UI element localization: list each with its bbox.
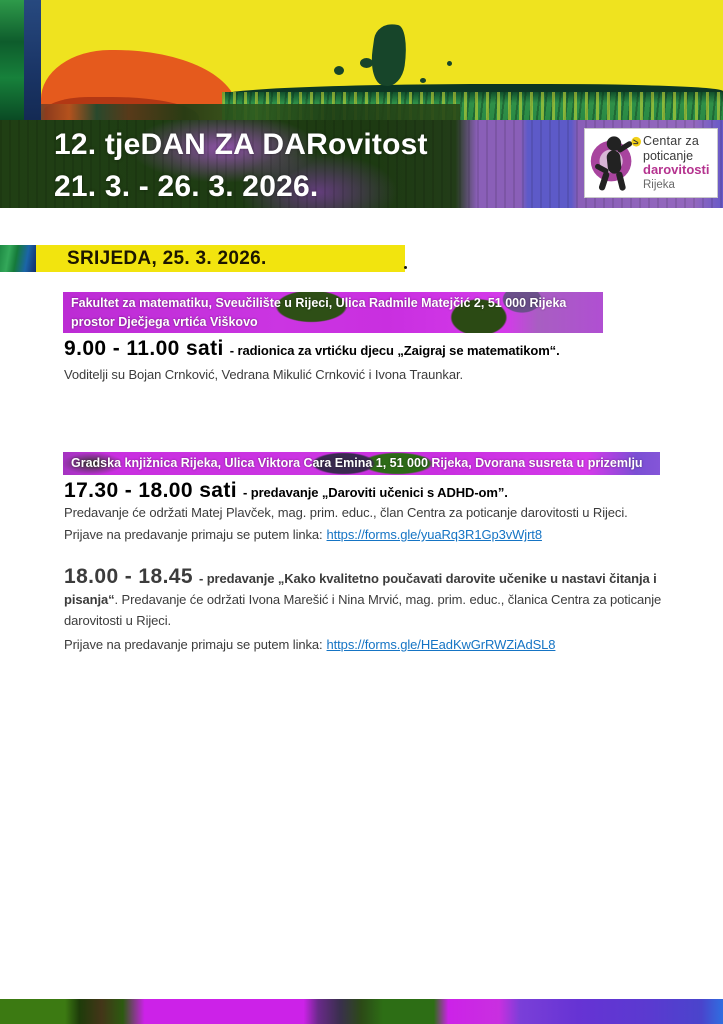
event3-time: 18.00 - 18.45 [64, 565, 193, 588]
event2-activity: - predavanje „Daroviti učenici s ADHD-om”. [243, 485, 508, 500]
event2-time-row [64, 479, 684, 503]
artwork-dark-blob-small [360, 58, 373, 68]
event1-venue-line2: prostor Dječjega vrtića Viškovo [71, 314, 258, 329]
day-header-highlight [36, 245, 405, 272]
event3-details: . Predavanje će održati Ivona Marešić i Nina Mrvić, mag. prim. educ., članica Centra za poticanje darovitosti u Rijeci. [64, 592, 662, 628]
day-header-text: SRIJEDA, 25. 3. 2026. [67, 247, 267, 269]
title-line-2: 21. 3. - 26. 3. 2026. [54, 170, 319, 203]
header-band [0, 120, 723, 208]
event3-paragraph [64, 566, 676, 631]
page-title [54, 124, 428, 208]
bottom-artwork [0, 999, 723, 1024]
event2-signup-link[interactable]: https://forms.gle/yuaRq3R1Gp3vWjrt8 [326, 527, 542, 542]
event1-details: Voditelji su Bojan Crnković, Vedrana Mikulić Crnković i Ivona Traunkar. [64, 367, 463, 382]
artwork-left-green-stripe [0, 0, 24, 120]
event2-signup-row [64, 527, 542, 542]
artwork-transition-strip [0, 104, 460, 120]
logo-person-icon [585, 130, 643, 196]
event1-time: 9.00 - 11.00 sati [64, 337, 224, 360]
artwork-dark-blob [368, 22, 410, 88]
event2-details: Predavanje će održati Matej Plavček, mag. prim. educ., član Centra za poticanje darovitosti u Rijeci. [64, 505, 628, 520]
logo-text [643, 134, 717, 192]
logo-city: Rijeka [643, 178, 675, 191]
top-artwork [0, 0, 723, 120]
logo-name-line3: darovitosti [643, 162, 710, 177]
event3-signup-label: Prijave na predavanje primaju se putem linka: [64, 637, 323, 652]
event2-time: 17.30 - 18.00 sati [64, 479, 237, 502]
day-bar-artwork [0, 245, 36, 272]
event1-venue-banner [63, 292, 603, 333]
artwork-speck [334, 66, 344, 75]
logo-name-line2: poticanje [643, 148, 694, 163]
artwork-speck [420, 78, 426, 83]
event2-signup-label: Prijave na predavanje primaju se putem linka: [64, 527, 323, 542]
logo [584, 128, 718, 198]
artwork-navy-stripe [24, 0, 41, 120]
event3-signup-link[interactable]: https://forms.gle/HEadKwGrRWZiAdSL8 [326, 637, 556, 652]
logo-name-line1: Centar za [643, 134, 699, 148]
event2-venue-line1: Gradska knjižnica Rijeka, Ulica Viktora Cara Emina 1, 51 000 Rijeka, Dvorana susreta u prizemlju [71, 456, 643, 470]
event3-signup-row [64, 637, 555, 652]
event2-venue-banner [63, 452, 660, 475]
stray-mark [404, 266, 407, 269]
event3-activity: - predavanje „Kako kvalitetno poučavati darovite učenike u nastavi čitanja i pisanja“ [64, 571, 657, 607]
day-header-bar [0, 245, 723, 272]
event1-time-row [64, 337, 684, 361]
event1-activity: - radionica za vrtićku djecu „Zaigraj se matematikom“. [229, 343, 560, 358]
title-line-1: 12. tjeDAN ZA DARovitost [54, 128, 428, 161]
event1-venue-line1: Fakultet za matematiku, Sveučilište u Rijeci, Ulica Radmile Matejčić 2, 51 000 Rijeka [71, 296, 567, 310]
artwork-speck [447, 61, 452, 66]
